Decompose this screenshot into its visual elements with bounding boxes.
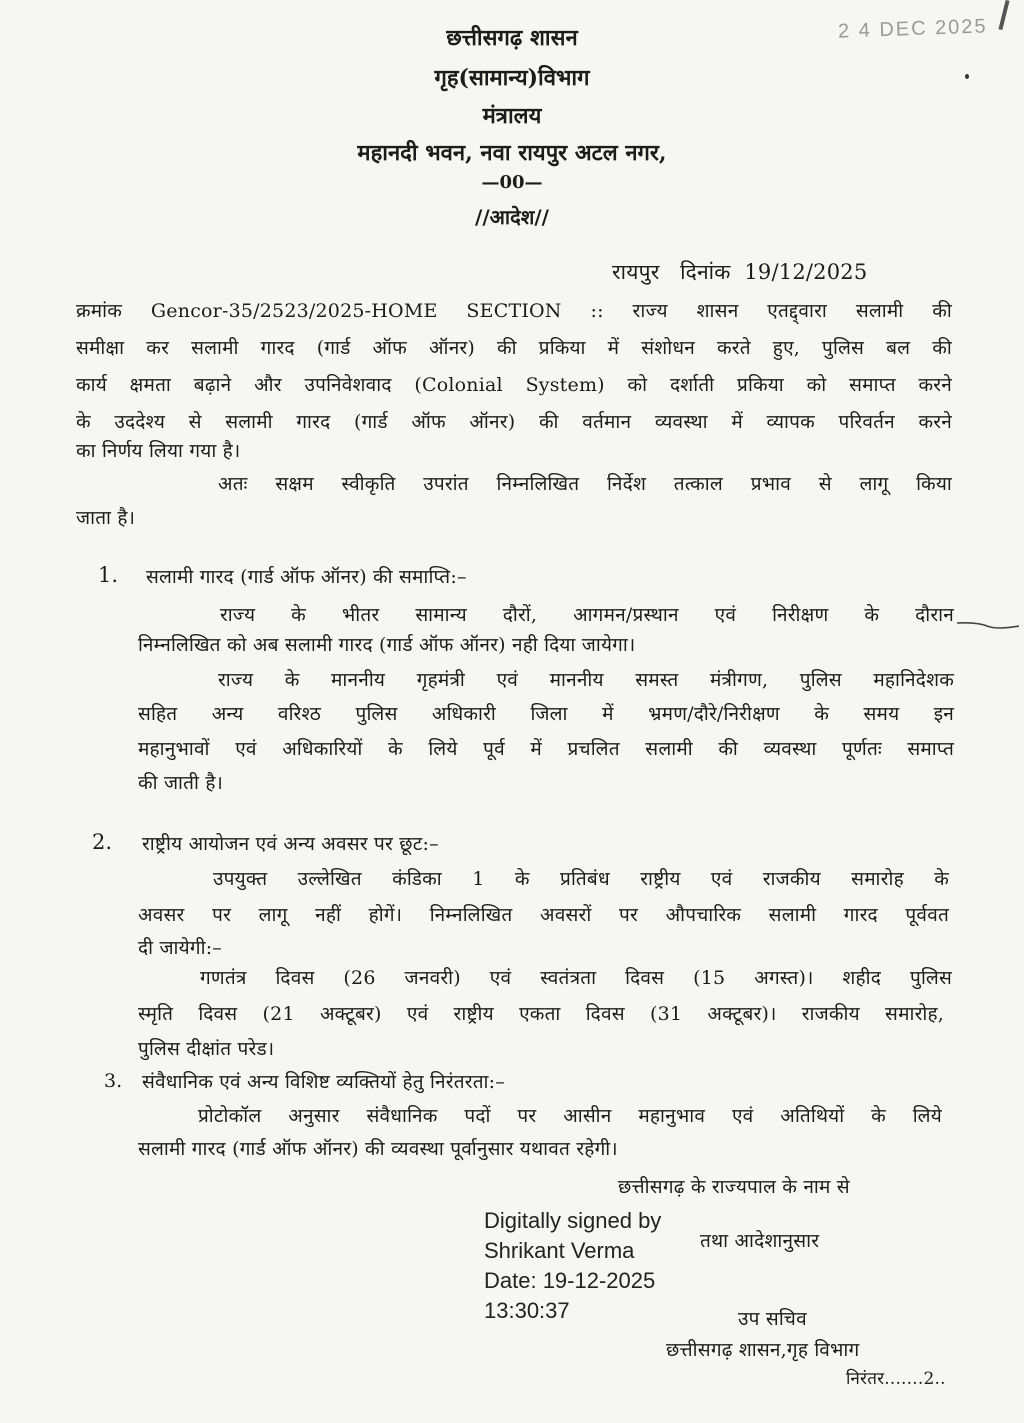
section-text-line: सलामी गारद (गार्ड ऑफ ऑनर) की व्यवस्था पूर्वानुसार यथावत रहेगी। [138,1138,618,1160]
header-state-government: छत्तीसगढ़ शासन [446,25,578,51]
governor-line: छत्तीसगढ़ के राज्यपाल के नाम से [618,1176,850,1198]
signature-line: Digitally signed by [484,1208,662,1233]
intro-line: क्रमांक Gencor-35/2523/2025-HOME SECTION :: राज्य शासन एतद्द्वारा सलामी की [76,300,952,322]
intro-line: कार्य क्षमता बढ़ाने और उपनिवेशवाद (Colonial System) को दर्शाती प्रकिया को समाप्त करने [76,374,952,396]
section-text-line: की जाती है। [138,772,224,794]
intro-line: समीक्षा कर सलामी गारद (गार्ड ऑफ ऑनर) की प्रकिया में संशोधन करते हुए, पुलिस बल की [76,337,952,359]
digital-signature [484,1206,661,1326]
section-heading: राष्ट्रीय आयोजन एवं अन्य अवसर पर छूट:– [142,833,439,855]
place-label: रायपुर [612,260,660,284]
received-date-stamp: 2 4 DEC 2025 [837,15,988,43]
section-number: 1. [98,563,119,587]
header-address: महानदी भवन, नवा रायपुर अटल नगर, [357,140,667,166]
section-heading: संवैधानिक एवं अन्य विशिष्ट व्यक्तियों हेतु निरंतरता:– [142,1071,505,1093]
section-text-line: महानुभावों एवं अधिकारियों के लिये पूर्व में प्रचलित सलामी की व्यवस्था पूर्णतः समाप्त [138,738,954,760]
intro-last-line: का निर्णय लिया गया है। [76,440,241,462]
section-text-line: राज्य के माननीय गृहमंत्री एवं माननीय समस्त मंत्रीगण, पुलिस महानिदेशक [218,669,954,691]
section-text-line: राज्य के भीतर सामान्य दौरों, आगमन/प्रस्थान एवं निरीक्षण के दौरान [220,604,954,626]
section-text-line: गणतंत्र दिवस (26 जनवरी) एवं स्वतंत्रता दिवस (15 अगस्त)। शहीद पुलिस [200,967,952,989]
scan-dot [965,74,969,79]
section-text-line: प्रोटोकॉल अनुसार संवैधानिक पदों पर आसीन महानुभाव एवं अतिथियों के लिये [198,1105,942,1127]
approval-line: अतः सक्षम स्वीकृति उपरांत निम्नलिखित निर्देश तत्काल प्रभाव से लागू किया [218,473,952,495]
section-text-line: दी जायेगी:– [138,937,223,959]
date-line [612,258,867,286]
section-number: 3. [104,1070,123,1092]
signature-date: Date: 19-12-2025 [484,1268,656,1293]
signature-time: 13:30:37 [484,1298,570,1323]
pen-stroke-mark [957,615,1019,625]
continued-marker: निरंतर.......2.. [846,1369,946,1389]
approval-last-line: जाता है। [76,507,136,529]
order-line: तथा आदेशानुसार [700,1230,820,1252]
header-department: गृह(सामान्य)विभाग [434,65,590,91]
section-text-line: अवसर पर लागू नहीं होगें। निम्नलिखित अवसरों पर औपचारिक सलामी गारद पूर्ववत [138,904,949,926]
header-separator: —00— [481,172,543,193]
section-text-line: उपयुक्त उल्लेखित कंडिका 1 के प्रतिबंध राष्ट्रीय एवं राजकीय समारोह के [213,868,949,890]
date-label: दिनांक [680,260,731,284]
date-value: 19/12/2025 [744,260,868,284]
section-text-line: स्मृति दिवस (21 अक्टूबर) एवं राष्ट्रीय एकता दिवस (31 अक्टूबर)। राजकीय समारोह, [138,1003,944,1025]
department-line: छत्तीसगढ़ शासन,गृह विभाग [666,1339,860,1361]
section-text-line: सहित अन्य वरिश्ठ पुलिस अधिकारी जिला में भ्रमण/दौरे/निरीक्षण के समय इन [138,703,954,725]
section-text-line: निम्नलिखित को अब सलामी गारद (गार्ड ऑफ ऑनर) नही दिया जायेगा। [138,634,636,656]
section-heading: सलामी गारद (गार्ड ऑफ ऑनर) की समाप्ति:– [146,566,467,588]
section-number: 2. [92,830,113,854]
order-title: //आदेश// [475,205,549,229]
signer-name: Shrikant Verma [484,1238,635,1263]
section-text-line: पुलिस दीक्षांत परेड। [138,1038,275,1060]
designation: उप सचिव [738,1308,807,1330]
intro-line: के उददेश्य से सलामी गारद (गार्ड ऑफ ऑनर) की वर्तमान व्यवस्था में व्यापक परिवर्तन करने [76,411,952,433]
header-ministry: मंत्रालय [482,103,542,129]
